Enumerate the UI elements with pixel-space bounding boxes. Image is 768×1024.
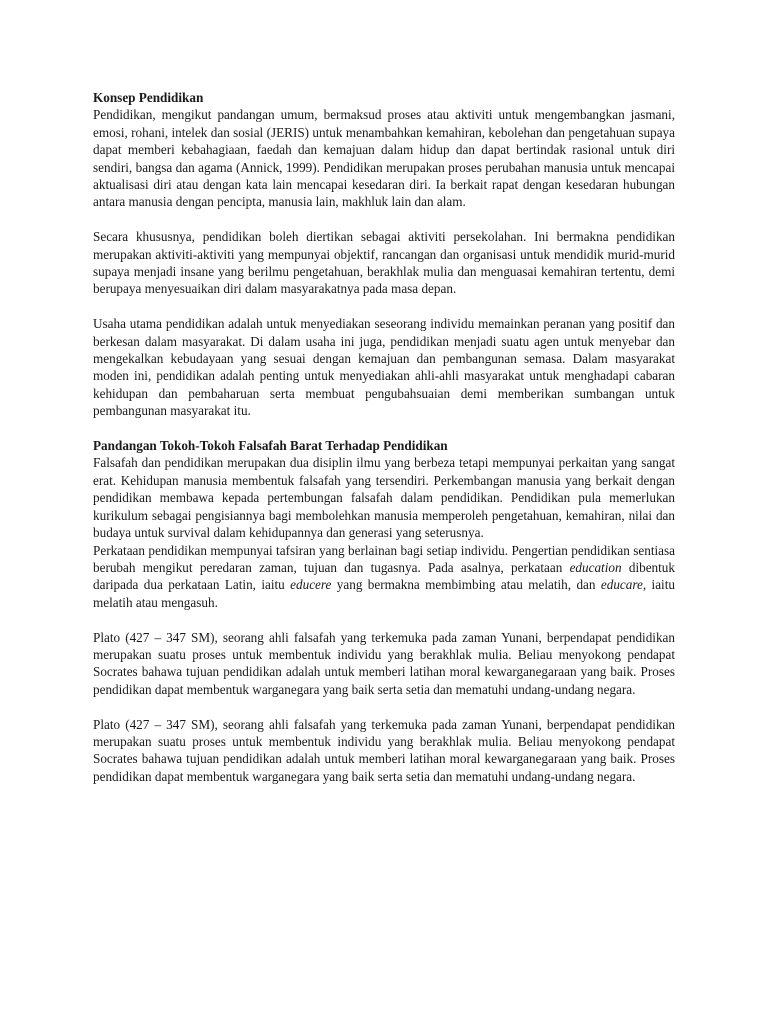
paragraph: Plato (427 – 347 SM), seorang ahli falsafah yang terkemuka pada zaman Yunani, berpendapat pendidikan merupakan suatu proses untuk membentuk individu yang berakhlak mulia. Beliau menyokong pendapat Socrates bahawa tujuan pendidikan adalah untuk memberi latihan moral kewarganegaraan yang baik. Proses pendidikan dapat membentuk warganegara yang baik serta setia dan mematuhi undang-undang negara. — [93, 716, 675, 784]
paragraph: Usaha utama pendidikan adalah untuk menyediakan seseorang individu memainkan peranan yang positif dan berkesan dalam masyarakat. Di dalam usaha ini juga, pendidikan menjadi suatu agen untuk menyebar dan mengekalkan kebudayaan yang sesuai dengan kemajuan dan pembangunan semasa. Dalam masyarakat moden ini, pendidikan adalah penting untuk menyediakan ahli-ahli masyarakat untuk menghadapi cabaran kehidupan dan pembaharuan serta membuat pengubahsuaian demi memberikan sumbangan untuk pembangunan masyarakat itu. — [93, 316, 675, 419]
paragraph-gap — [93, 698, 675, 715]
paragraph: Pendidikan, mengikut pandangan umum, bermaksud proses atau aktiviti untuk mengembangkan jasmani, emosi, rohani, intelek dan sosial (JERIS) untuk menambahkan kemahiran, kebolehan dan pengetahuan supaya dapat memberi kebahagiaan, faedah dan kemajuan dalam hidup dan dapat bertindak rasional untuk diri sendiri, bangsa dan agama (Annick, 1999). Pendidikan merupakan proses perubahan manusia untuk mencapai aktualisasi diri atau dengan kata lain mencapai kesedaran diri. Ia berkait rapat dengan kesedaran hubungan antara manusia dengan pencipta, manusia lain, makhluk lain dan alam. — [93, 107, 675, 210]
text-run: Perkataan pendidikan mempunyai tafsiran yang berlainan bagi setiap individu. Pengertian pendidikan sentiasa berubah mengikut peredaran zaman, tujuan dan tugasnya. Pada asalnya, perkataan — [93, 542, 675, 575]
paragraph-gap — [93, 298, 675, 315]
section-heading-konsep: Konsep Pendidikan — [93, 90, 204, 105]
paragraph: Secara khususnya, pendidikan boleh diertikan sebagai aktiviti persekolahan. Ini bermakna pendidikan merupakan aktiviti-aktiviti yang mempunyai objektif, rancangan dan organisasi untuk mendidik murid-murid supaya menjadi insane yang berilmu pengetahuan, berakhlak mulia dan menguasai kemahiran tertentu, demi berupaya menyesuaikan diri dalam masyarakatnya pada masa depan. — [93, 229, 675, 297]
paragraph-education-etymology — [93, 542, 675, 612]
paragraph-gap — [93, 611, 675, 628]
text-run: , iaitu melatih atau mengasuh. — [93, 577, 675, 610]
text-run: yang bermakna membimbing atau melatih, dan — [331, 577, 601, 593]
italic-term-education: education — [569, 559, 622, 575]
paragraph: Falsafah dan pendidikan merupakan dua disiplin ilmu yang berbeza tetapi mempunyai perkaitan yang sangat erat. Kehidupan manusia membentuk falsafah yang tersendiri. Perkembangan manusia yang berkait dengan pendidikan membawa kepada pertembungan falsafah dalam pendidikan. Pendidikan pula memerlukan kurikulum sebagai pengisiannya bagi membolehkan manusia memperoleh pengetahuan, kemahiran, nilai dan budaya untuk survival dalam kehidupannya dan generasi yang seterusnya. — [93, 455, 675, 541]
section-heading-pandangan: Pandangan Tokoh-Tokoh Falsafah Barat Terhadap Pendidikan — [93, 438, 448, 454]
document-page — [93, 89, 675, 785]
italic-term-educere: educere — [290, 577, 332, 593]
paragraph-gap — [93, 420, 675, 437]
paragraph: Plato (427 – 347 SM), seorang ahli falsafah yang terkemuka pada zaman Yunani, berpendapat pendidikan merupakan suatu proses untuk membentuk individu yang berakhlak mulia. Beliau menyokong pendapat Socrates bahawa tujuan pendidikan adalah untuk memberi latihan moral kewarganegaraan yang baik. Proses pendidikan dapat membentuk warganegara yang baik serta setia dan mematuhi undang-undang negara. — [93, 629, 675, 697]
paragraph-gap — [93, 211, 675, 228]
italic-term-educare: educare — [600, 577, 643, 593]
text-run: dibentuk daripada dua perkataan Latin, iaitu — [93, 559, 675, 593]
